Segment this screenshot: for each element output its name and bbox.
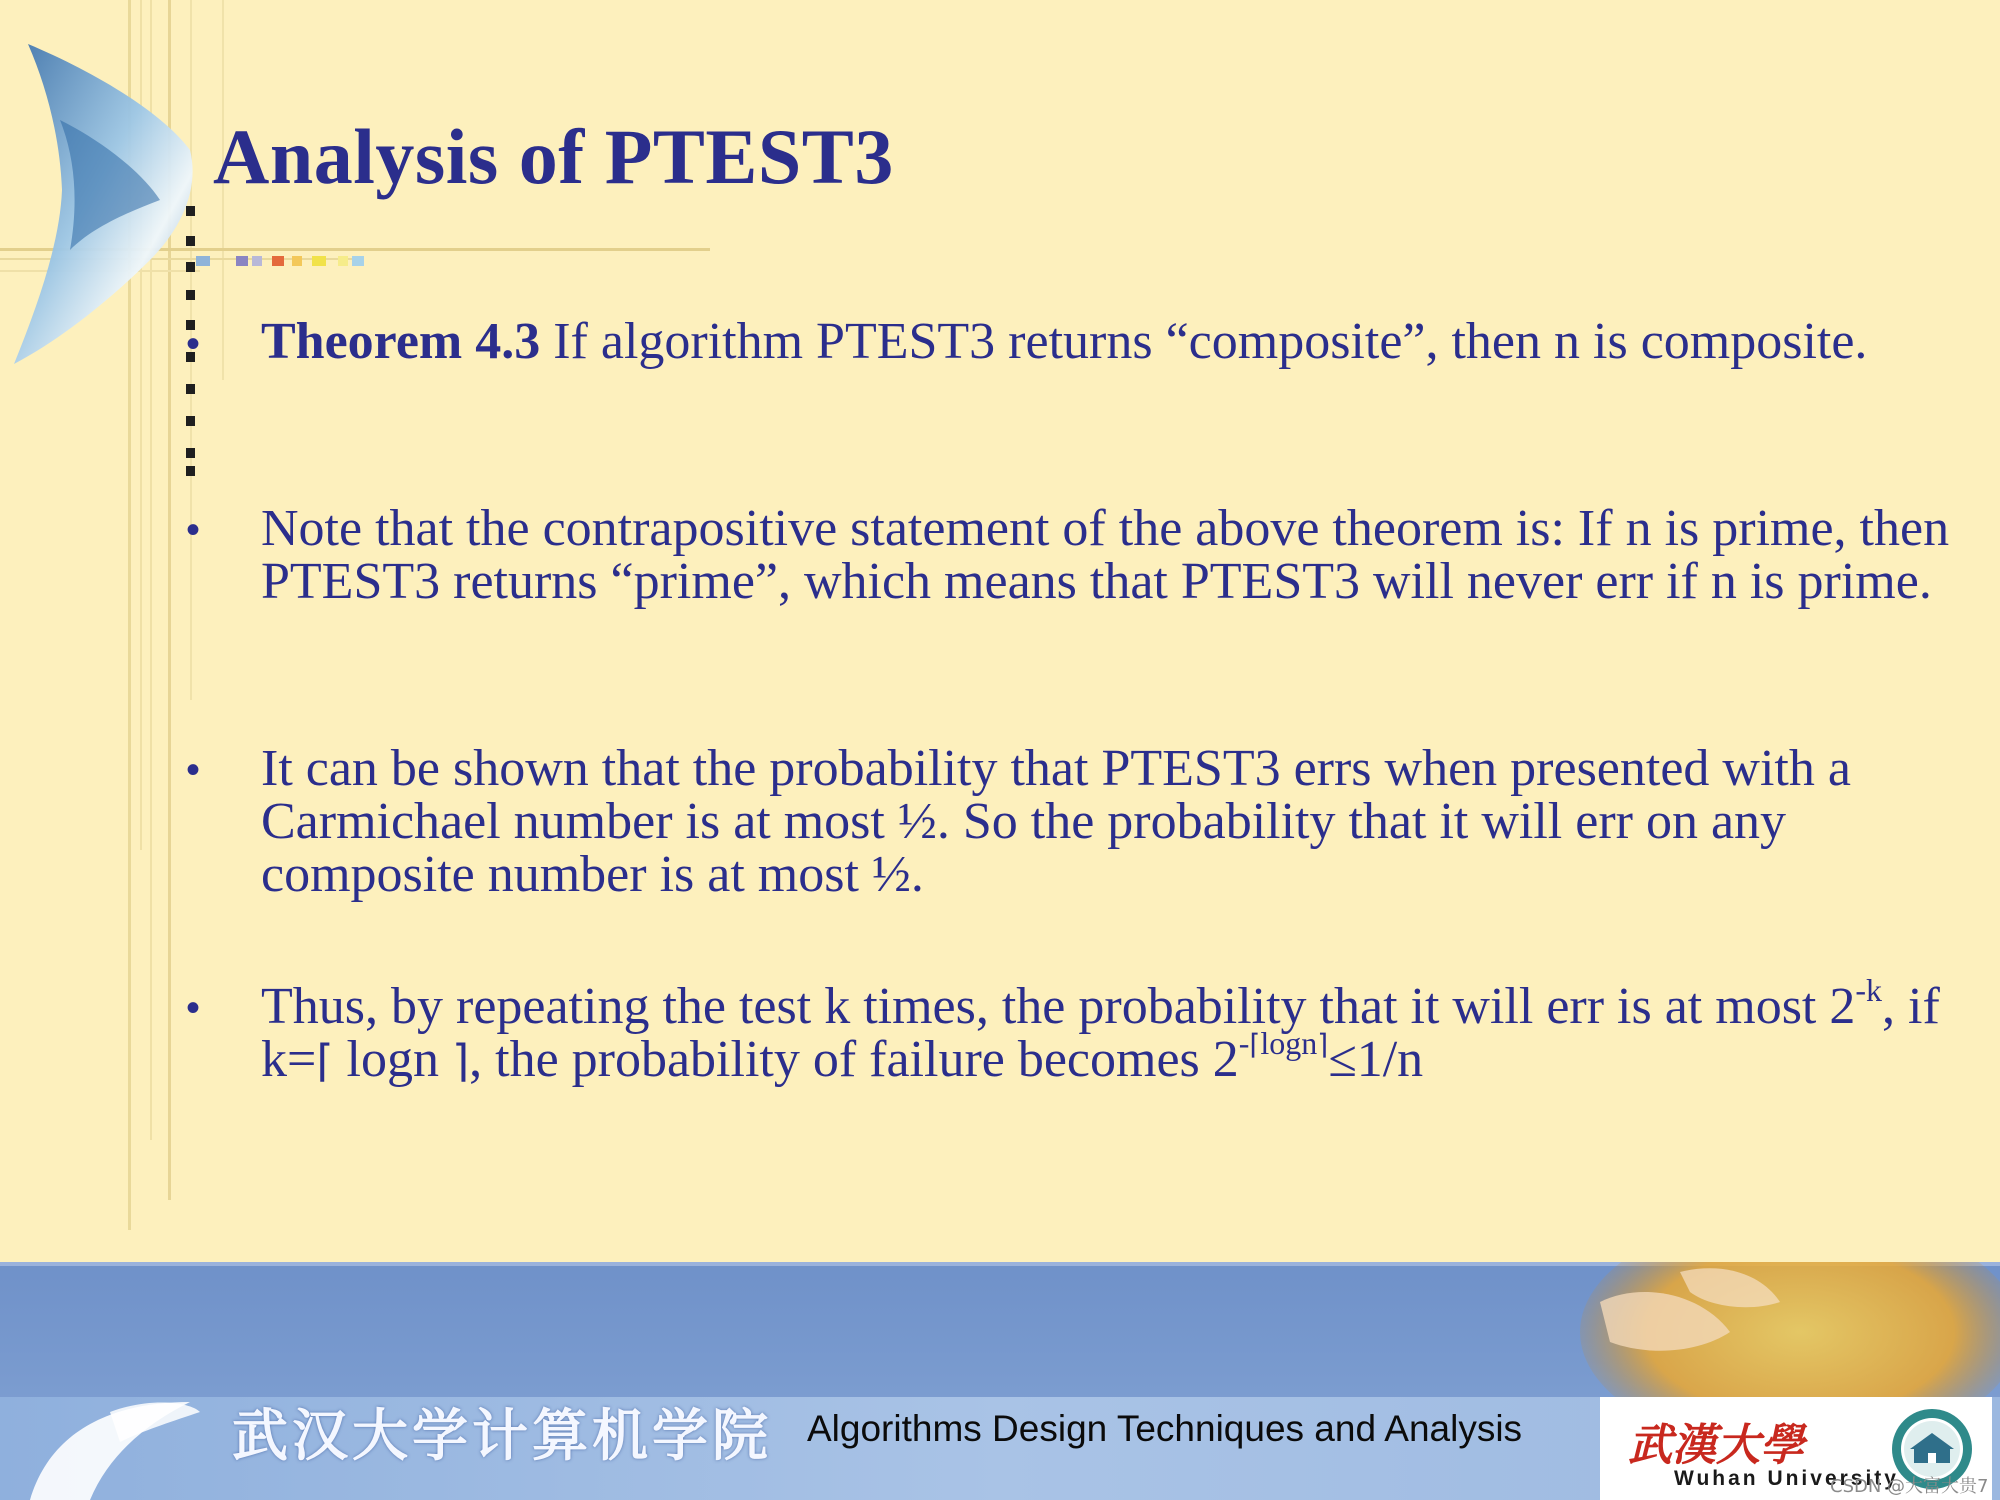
ceiling-close: ⌉ — [451, 1036, 470, 1087]
bullet-item-repeat — [261, 971, 1951, 1088]
course-title: Algorithms Design Techniques and Analysis — [807, 1408, 1523, 1449]
logo-chinese-name: 武漢大學 — [1628, 1420, 1804, 1471]
bullet-item-carmichael — [261, 742, 1951, 901]
bullet-text: ≤1/n — [1328, 1031, 1424, 1088]
bullet-text: Thus, by repeating the test k times, the probability that it will err is at most 2 — [261, 978, 1856, 1035]
ceiling-open: ⌈ — [1249, 1027, 1261, 1061]
logo-english-name: Wuhan University — [1674, 1467, 1899, 1490]
bullet-item-theorem — [261, 315, 1951, 368]
bullet-text: It can be shown that the probability that PTEST3 errs when presented with a Carmichael number is at most ½. So the probability that it will err on any composite number is at most ½. — [261, 740, 1851, 903]
watermark: CSDN @大富大贵7 — [1830, 1476, 1989, 1497]
bullet-text: Note that the contrapositive statement of the above theorem is: If n is prime, then PTEST3 returns “prime”, which means that PTEST3 will never err if n is prime. — [261, 500, 1950, 610]
bullet-marker: • — [186, 322, 201, 366]
theorem-label: Theorem 4.3 — [261, 313, 541, 370]
exponent: -k — [1855, 971, 1883, 1008]
ceiling-open: ⌈ — [316, 1036, 334, 1087]
bullet-marker: • — [186, 986, 201, 1030]
school-name: 武汉大学计算机学院 — [232, 1404, 772, 1469]
bullet-marker: • — [186, 748, 201, 792]
slide-title: Analysis of PTEST3 — [213, 113, 894, 200]
bullet-item-contrapositive — [261, 502, 1951, 608]
ceiling-close: ⌉ — [1317, 1027, 1329, 1061]
exponent-argument: logn — [1260, 1024, 1318, 1061]
exponent — [1239, 1025, 1328, 1061]
ceiling-argument: logn — [346, 1031, 439, 1088]
bullet-text: , the probability of failure becomes 2 — [469, 1031, 1239, 1088]
bullet-marker: • — [186, 508, 201, 552]
footer — [0, 1262, 2000, 1500]
bullet-text: If algorithm PTEST3 returns “composite”, then n is composite. — [540, 313, 1868, 370]
bullet-text: , if k= — [261, 978, 1940, 1088]
exponent-sign: - — [1238, 1024, 1250, 1061]
